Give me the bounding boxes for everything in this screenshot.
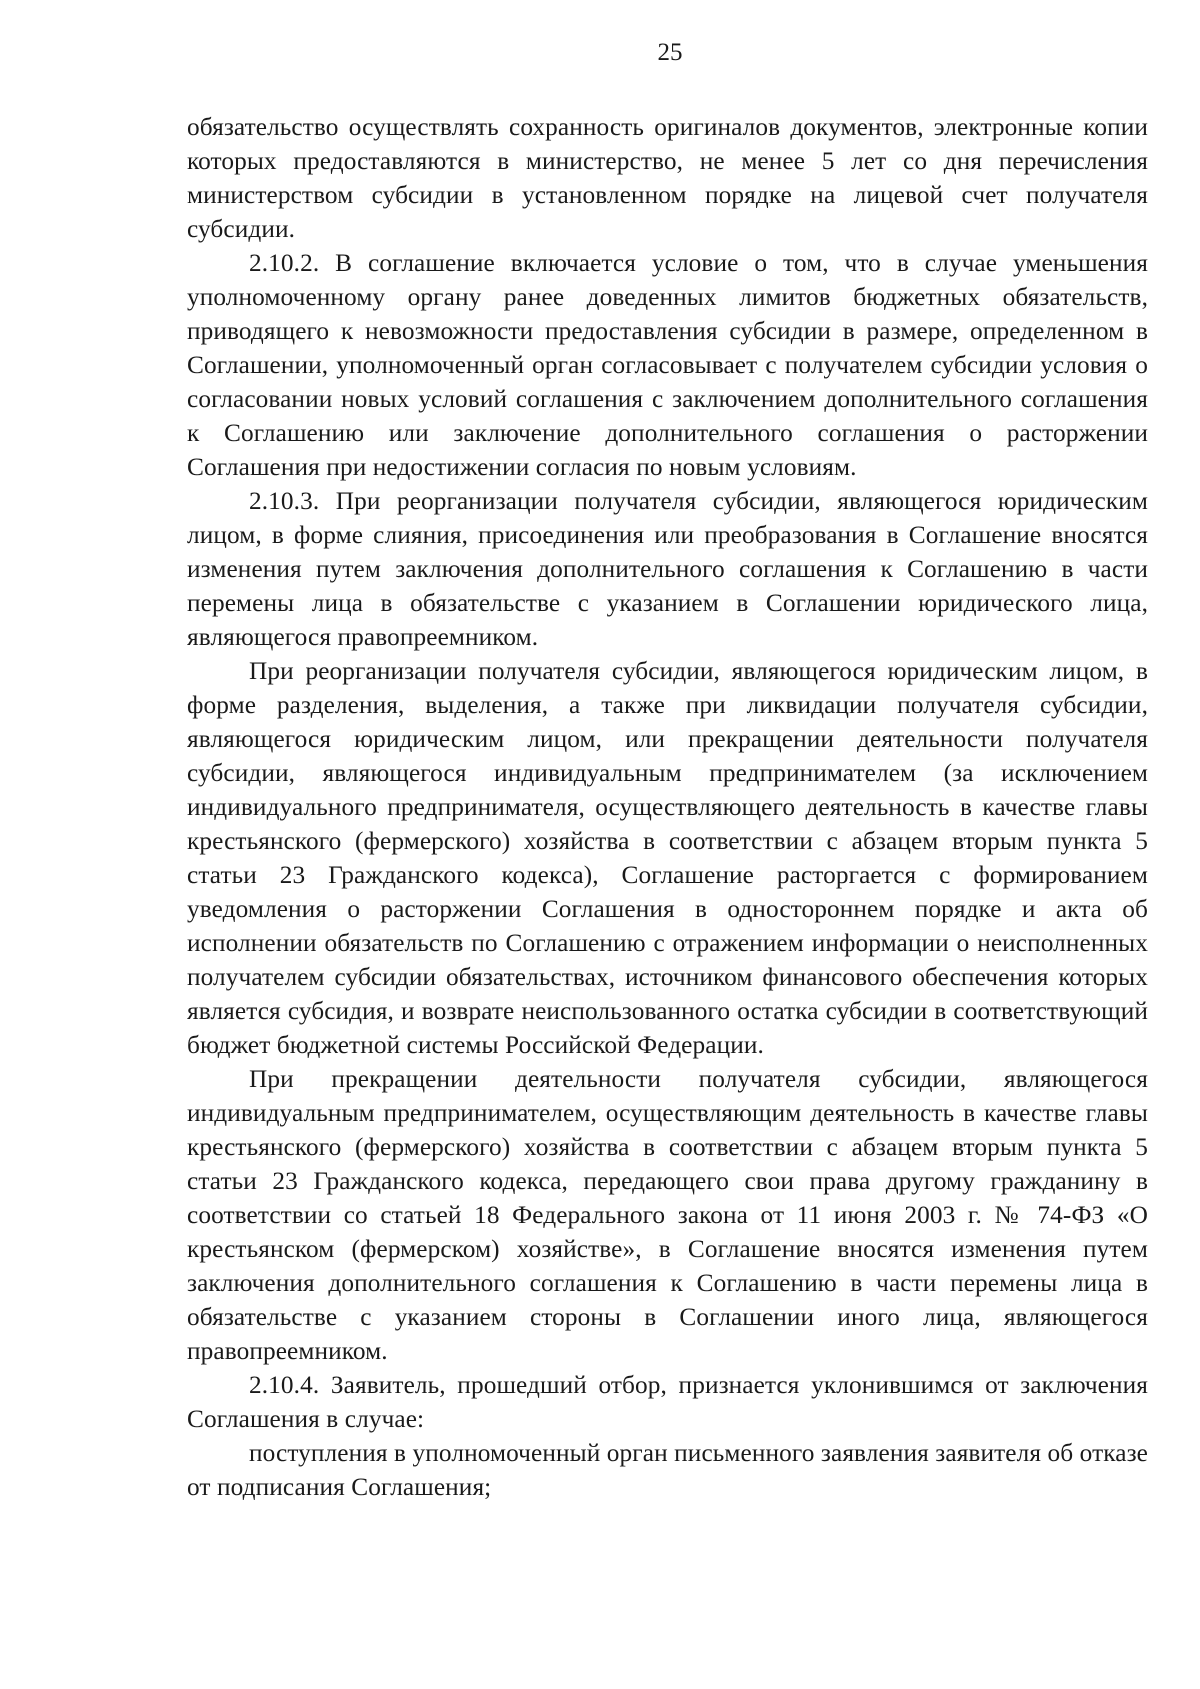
paragraph-termination-farm: При прекращении деятельности получателя субсидии, являющегося индивидуальным предпринимателем, осуществляющим деятельность в качестве главы крестьянского (фермерского) хозяйства в соответствии с абзацем вторым пункта 5 статьи 23 Гражданского кодекса, передающего свои права другому гражданину в соответствии со статьей 18 Федерального закона от 11 июня 2003 г. № 74-ФЗ «О крестьянском (фермерском) хозяйстве», в Соглашение вносятся изменения путем заключения дополнительного соглашения к Соглашению в части перемены лица в обязательстве с указанием стороны в Соглашении иного лица, являющегося правопреемником. — [187, 1065, 1148, 1365]
paragraph-2-10-4: 2.10.4. Заявитель, прошедший отбор, признается уклонившимся от заключения Соглашения в случае: — [187, 1371, 1148, 1433]
document-body — [187, 110, 1148, 1504]
paragraph-reorganization-division: При реорганизации получателя субсидии, являющегося юридическим лицом, в форме разделения, выделения, а также при ликвидации получателя субсидии, являющегося юридическим лицом, или прекращении деятельности получателя субсидии, являющегося индивидуальным предпринимателем (за исключением индивидуального предпринимателя, осуществляющего деятельность в качестве главы крестьянского (фермерского) хозяйства в соответствии с абзацем вторым пункта 5 статьи 23 Гражданского кодекса), Соглашение расторгается с формированием уведомления о расторжении Соглашения в одностороннем порядке и акта об исполнении обязательств по Соглашению с отражением информации о неисполненных получателем субсидии обязательствах, источником финансового обеспечения которых является субсидия, и возврате неиспользованного остатка субсидии в соответствующий бюджет бюджетной системы Российской Федерации. — [187, 657, 1148, 1059]
paragraph-continuation: обязательство осуществлять сохранность оригиналов документов, электронные копии которых предоставляются в министерство, не менее 5 лет со дня перечисления министерством субсидии в установленном порядке на лицевой счет получателя субсидии. — [187, 113, 1148, 243]
paragraph-refusal-statement: поступления в уполномоченный орган письменного заявления заявителя об отказе от подписания Соглашения; — [187, 1439, 1148, 1501]
paragraph-2-10-3: 2.10.3. При реорганизации получателя субсидии, являющегося юридическим лицом, в форме слияния, присоединения или преобразования в Соглашение вносятся изменения путем заключения дополнительного соглашения к Соглашению в части перемены лица в обязательстве с указанием в Соглашении юридического лица, являющегося правопреемником. — [187, 487, 1148, 651]
paragraph-2-10-2: 2.10.2. В соглашение включается условие о том, что в случае уменьшения уполномоченному органу ранее доведенных лимитов бюджетных обязательств, приводящего к невозможности предоставления субсидии в размере, определенном в Соглашении, уполномоченный орган согласовывает с получателем субсидии условия о согласовании новых условий соглашения с заключением дополнительного соглашения к Соглашению или заключение дополнительного соглашения о расторжении Соглашения при недостижении согласия по новым условиям. — [187, 249, 1148, 481]
page-number: 25 — [657, 39, 683, 66]
